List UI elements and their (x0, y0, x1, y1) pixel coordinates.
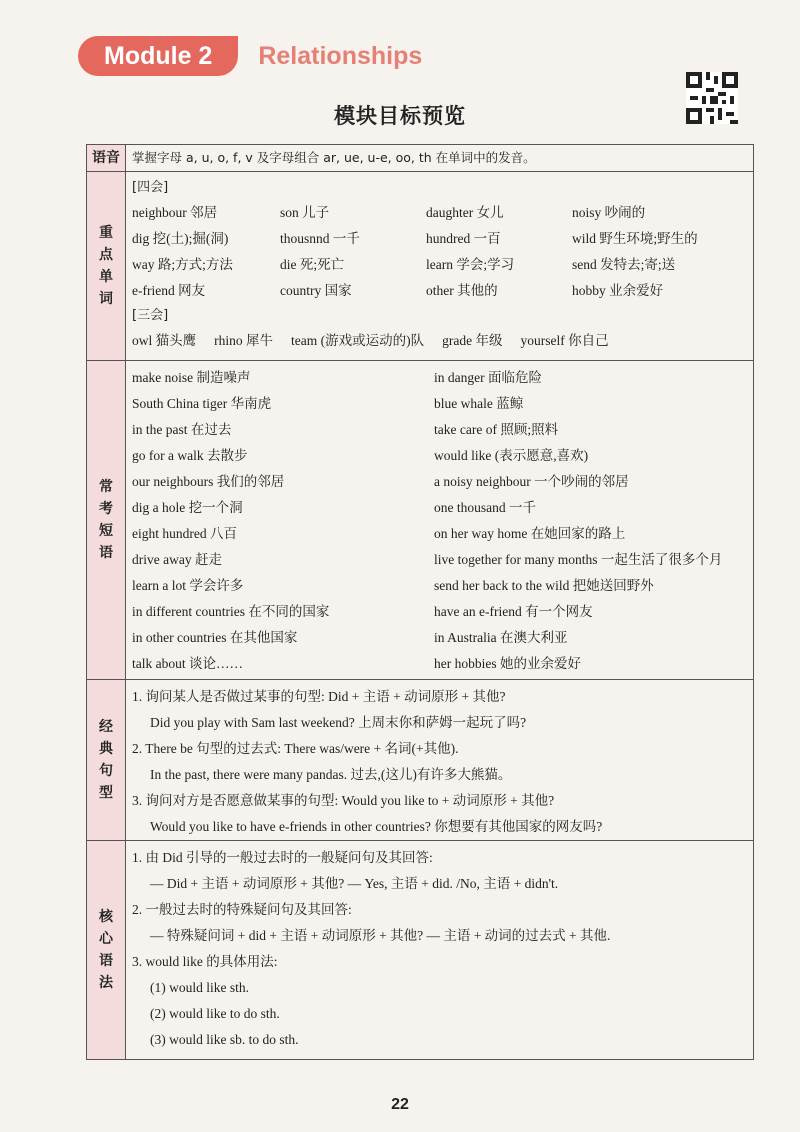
category-label: 常 考 短 语 (87, 361, 126, 680)
objectives-table (86, 144, 754, 1060)
word-item: hundred 一百 (426, 231, 501, 246)
word-item: hobby 业余爱好 (572, 283, 664, 298)
word-item: neighbour 邻居 (132, 205, 218, 220)
phrase-item: on her way home 在她回家的路上 (434, 526, 626, 541)
sentence-example: Did you play with Sam last weekend? 上周末你和萨姆一起玩了吗? (150, 715, 527, 730)
module-label: Module 2 (78, 36, 238, 76)
word-item: e-friend 网友 (132, 283, 206, 298)
phrase-item: blue whale 蓝鲸 (434, 396, 524, 411)
sentence-pattern: 2. There be 句型的过去式: There was/were + 名词(+其他). (132, 741, 459, 756)
phrase-item: take care of 照顾;照料 (434, 422, 559, 437)
word-item: die 死;死亡 (280, 257, 345, 272)
page-title: 模块目标预览 (334, 104, 466, 128)
pronunciation-row (87, 145, 754, 172)
sentence-example: In the past, there were many pandas. 过去,(这儿)有许多大熊猫。 (150, 767, 512, 782)
phrase-item: in the past 在过去 (132, 422, 232, 437)
phrase-item: make noise 制造噪声 (132, 370, 251, 385)
word-item: son 儿子 (280, 205, 330, 220)
four-skills-label: [四会] (132, 180, 169, 195)
phrase-item: in different countries 在不同的国家 (132, 604, 330, 619)
word-item: country 国家 (280, 283, 352, 298)
grammar-point: 2. 一般过去时的特殊疑问句及其回答: (132, 902, 352, 917)
phrases-row (87, 361, 754, 680)
word-item: send 发特去;寄;送 (572, 257, 676, 272)
word-item: other 其他的 (426, 283, 498, 298)
module-header (78, 36, 422, 76)
grammar-point: 3. would like 的具体用法: (132, 954, 278, 969)
phrase-item: in other countries 在其他国家 (132, 630, 298, 645)
phrase-item: dig a hole 挖一个洞 (132, 500, 243, 515)
grammar-row (87, 841, 754, 1060)
grammar-example: (1) would like sth. (150, 980, 249, 995)
category-label: 语音 (87, 145, 126, 172)
phrase-item: have an e-friend 有一个网友 (434, 604, 593, 619)
module-title: Relationships (258, 41, 423, 70)
extra-words-row (132, 328, 753, 354)
sentence-pattern: 3. 询问对方是否愿意做某事的句型: Would you like to + 动词原形 + 其他? (132, 793, 555, 808)
word-item: daughter 女儿 (426, 205, 504, 220)
phrase-item: in Australia 在澳大利亚 (434, 630, 568, 645)
phrase-item: her hobbies 她的业余爱好 (434, 656, 581, 671)
word-item: dig 挖(土);掘(洞) (132, 231, 229, 246)
phrase-item: go for a walk 去散步 (132, 448, 248, 463)
category-label: 经 典 句 型 (87, 680, 126, 841)
category-label: 核 心 语 法 (87, 841, 126, 1060)
word-item: team (游戏或运动的)队 (291, 333, 425, 348)
phrase-item: learn a lot 学会许多 (132, 578, 244, 593)
grammar-point: 1. 由 Did 引导的一般过去时的一般疑问句及其回答: (132, 850, 433, 865)
phrase-item: our neighbours 我们的邻居 (132, 474, 285, 489)
phrase-item: live together for many months 一起生活了很多个月 (434, 552, 723, 567)
phrase-item: drive away 赶走 (132, 552, 222, 567)
phrases-grid (132, 365, 753, 677)
phrase-item: send her back to the wild 把她送回野外 (434, 578, 654, 593)
phrase-item: in danger 面临危险 (434, 370, 542, 385)
key-words-grid (132, 200, 753, 304)
pronunciation-text: 掌握字母 a, u, o, f, v 及字母组合 ar, ue, u-e, oo, th 在单词中的发音。 (126, 145, 754, 172)
phrase-item: eight hundred 八百 (132, 526, 237, 541)
word-item: wild 野生环境;野生的 (572, 231, 698, 246)
words-row (87, 172, 754, 361)
phrase-item: one thousand 一千 (434, 500, 536, 515)
phrase-item: a noisy neighbour 一个吵闹的邻居 (434, 474, 629, 489)
sentences-row (87, 680, 754, 841)
grammar-example: — 特殊疑问词 + did + 主语 + 动词原形 + 其他? — 主语 + 动词的过去式 + 其他. (150, 928, 611, 943)
word-item: rhino 犀牛 (214, 333, 273, 348)
word-item: learn 学会;学习 (426, 257, 515, 272)
sentence-example: Would you like to have e-friends in other countries? 你想要有其他国家的网友吗? (150, 819, 603, 834)
category-label: 重 点 单 词 (87, 172, 126, 361)
page-number: 22 (391, 1096, 409, 1113)
word-item: way 路;方式;方法 (132, 257, 233, 272)
word-item: owl 猫头鹰 (132, 333, 197, 348)
three-skills-label: [三会] (132, 308, 169, 323)
phrase-item: South China tiger 华南虎 (132, 396, 272, 411)
sentence-pattern: 1. 询问某人是否做过某事的句型: Did + 主语 + 动词原形 + 其他? (132, 689, 506, 704)
word-item: thousnnd 一千 (280, 231, 360, 246)
grammar-example: (2) would like to do sth. (150, 1006, 280, 1021)
phrase-item: would like (表示愿意,喜欢) (434, 448, 589, 463)
grammar-example: (3) would like sb. to do sth. (150, 1032, 299, 1047)
word-item: grade 年级 (442, 333, 503, 348)
grammar-example: — Did + 主语 + 动词原形 + 其他? — Yes, 主语 + did. /No, 主语 + didn't. (150, 876, 559, 891)
phrase-item: talk about 谈论…… (132, 656, 243, 671)
word-item: yourself 你自己 (520, 333, 609, 348)
word-item: noisy 吵闹的 (572, 205, 646, 220)
